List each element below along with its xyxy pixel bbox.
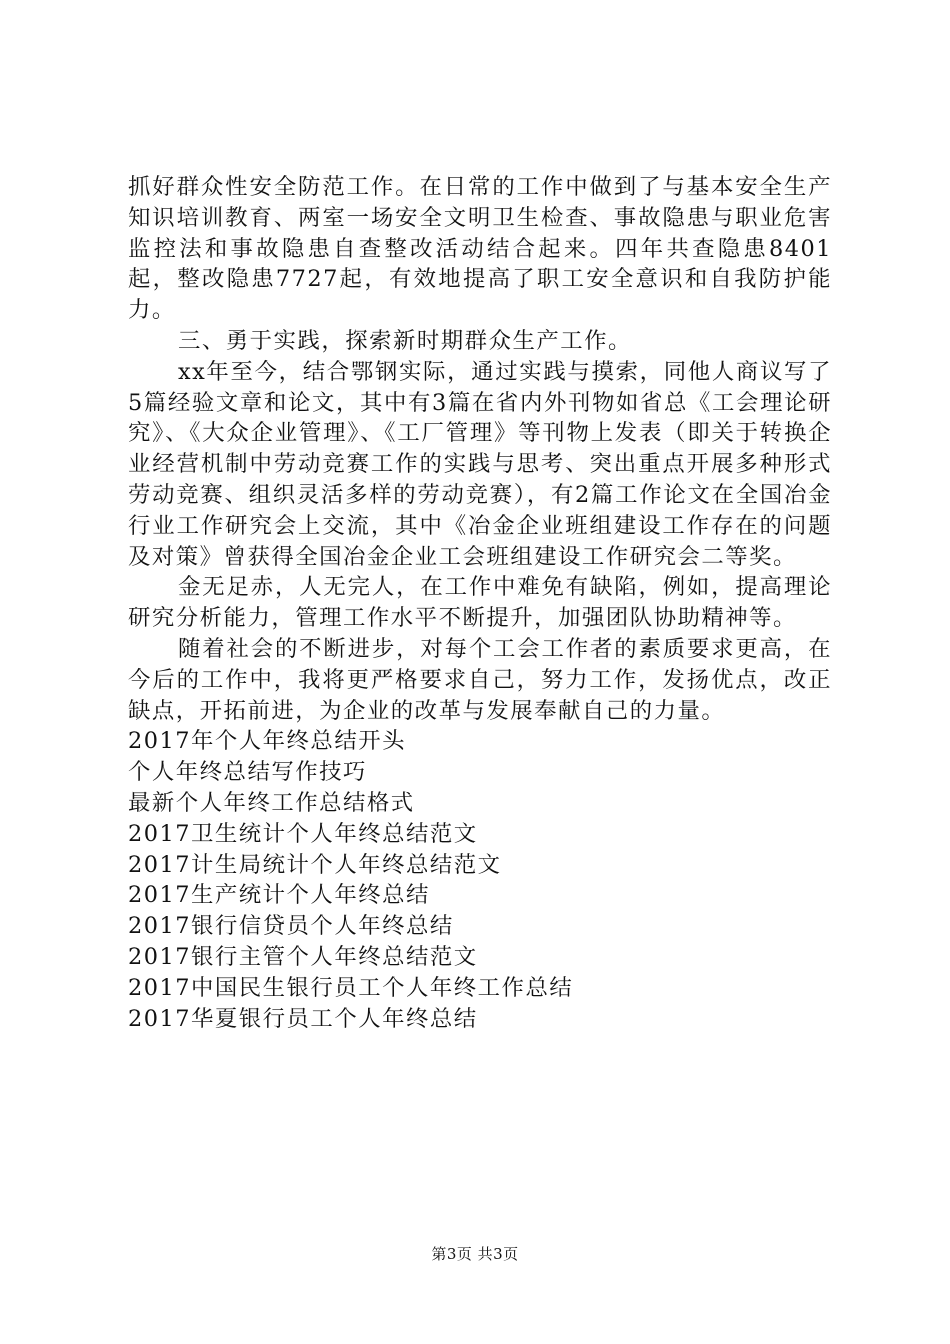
related-title-item: 最新个人年终工作总结格式 bbox=[128, 789, 415, 816]
related-title-item: 个人年终总结写作技巧 bbox=[128, 759, 367, 786]
paragraph-shortcomings: 金无足赤，人无完人，在工作中难免有缺陷，例如，提高理论研究分析能力，管理工作水平不断提升，加强团队协助精神等。 bbox=[128, 574, 832, 632]
paragraph-papers-published: xx年至今，结合鄂钢实际，通过实践与摸索，同他人商议写了5篇经验文章和论文，其中有3篇在省内外刊物如省总《工会理论研究》、《大众企业管理》、《工厂管理》等刊物上发表（即关于转换企业经营机制中劳动竞赛工作的实践与思考、突出重点开展多种形式劳动竞赛、组织灵活多样的劳动竞赛），有2篇工作论文在全国冶金行业工作研究会上交流，其中《冶金企业班组建设工作存在的问题及对策》曾获得全国冶金企业工会班组建设工作研究会二等奖。 bbox=[128, 358, 832, 570]
related-title-item: 2017计生局统计个人年终总结范文 bbox=[128, 851, 502, 878]
related-title-item: 2017银行信贷员个人年终总结 bbox=[128, 913, 454, 940]
page-number-footer: 第3页 共3页 bbox=[431, 1245, 519, 1263]
related-titles-list bbox=[128, 726, 832, 1034]
related-title-item: 2017卫生统计个人年终总结范文 bbox=[128, 820, 478, 847]
document-body bbox=[128, 172, 832, 1034]
paragraph-future-plans: 随着社会的不断进步，对每个工会工作者的素质要求更高，在今后的工作中，我将更严格要求自己，努力工作，发扬优点，改正缺点，开拓前进，为企业的改革与发展奉献自己的力量。 bbox=[128, 635, 832, 724]
paragraph-safety-work: 抓好群众性安全防范工作。在日常的工作中做到了与基本安全生产知识培训教育、两室一场安全文明卫生检查、事故隐患与职业危害监控法和事故隐患自查整改活动结合起来。四年共查隐患8401起，整改隐患7727起，有效地提高了职工安全意识和自我防护能力。 bbox=[128, 174, 832, 324]
related-title-item: 2017华夏银行员工个人年终总结 bbox=[128, 1005, 478, 1032]
related-title-item: 2017中国民生银行员工个人年终工作总结 bbox=[128, 974, 574, 1001]
paragraph-section-three-heading: 三、勇于实践，探索新时期群众生产工作。 bbox=[178, 327, 632, 354]
related-title-item: 2017生产统计个人年终总结 bbox=[128, 882, 430, 909]
related-title-item: 2017银行主管个人年终总结范文 bbox=[128, 943, 478, 970]
related-title-item: 2017年个人年终总结开头 bbox=[128, 728, 406, 755]
